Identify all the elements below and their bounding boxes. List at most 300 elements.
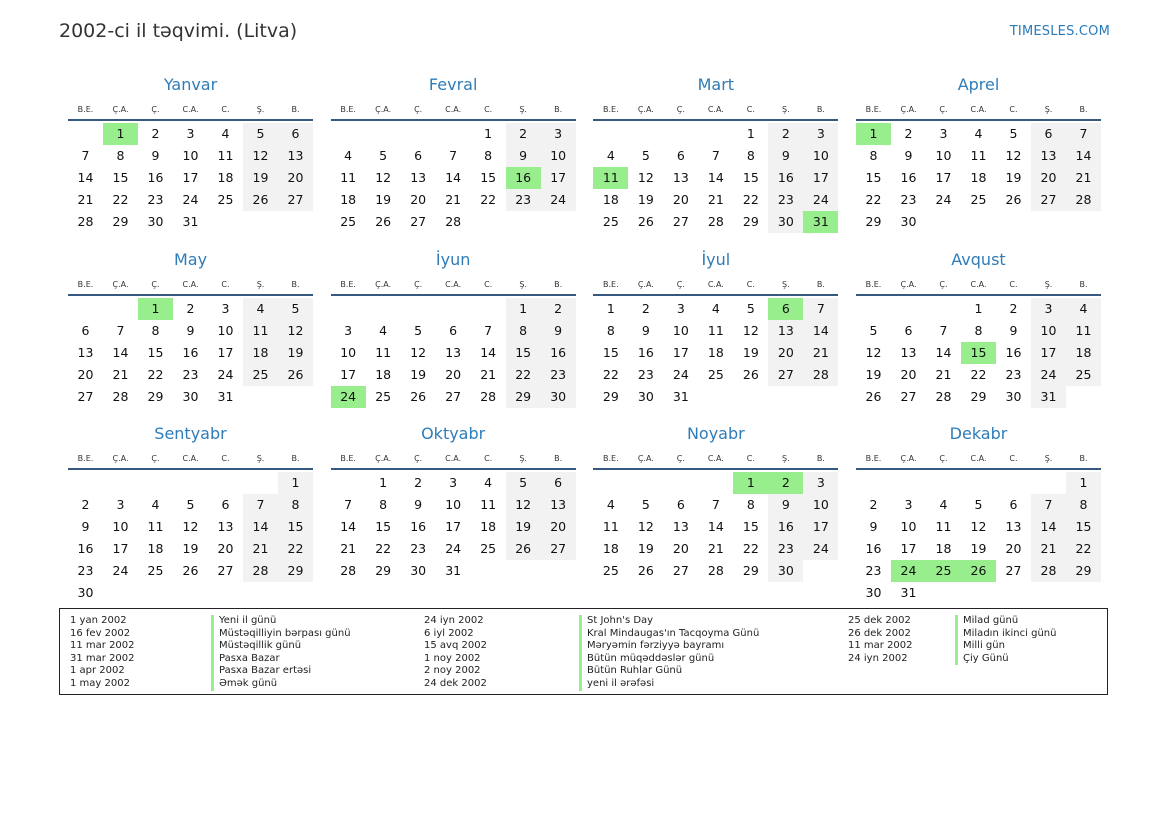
day-cell: 24 xyxy=(1031,364,1066,386)
day-cell: 16 xyxy=(900,170,917,185)
weekday-header: C.A. xyxy=(445,454,462,463)
day-cell: 29 xyxy=(1066,560,1101,582)
day-cell: 14 xyxy=(243,516,278,538)
weekday-header: C.A. xyxy=(970,105,987,114)
day-cell: 13 xyxy=(672,519,689,534)
day-cell: 9 xyxy=(869,519,878,534)
brand-link[interactable]: TIMESLES.COM xyxy=(1009,24,1110,39)
day-cell: 12 xyxy=(278,320,313,342)
day-cell: 5 xyxy=(869,322,878,338)
day-cell: 27 xyxy=(900,388,917,404)
month-1 xyxy=(68,74,313,248)
weekday-header: Ç.A. xyxy=(637,454,654,463)
weekday-header: Ç.A. xyxy=(112,279,129,289)
day-cell: 10 xyxy=(935,148,952,163)
day-cell: 16 xyxy=(182,344,199,360)
day-cell: 19 xyxy=(742,344,759,360)
month-6 xyxy=(331,249,576,423)
day-cell: 30 xyxy=(182,388,199,404)
day-cell: 11 xyxy=(602,519,619,534)
day-cell: 11 xyxy=(935,519,952,534)
header-rule xyxy=(856,468,1101,470)
day-cell: 6 xyxy=(541,472,576,494)
month-title: Mart xyxy=(697,75,735,94)
weekday-header: Ş. xyxy=(256,454,265,463)
weekday-header: B.E. xyxy=(340,279,356,289)
day-cell: 29 xyxy=(278,560,313,582)
weekday-header: Ç.A. xyxy=(900,279,917,289)
day-cell: 22 xyxy=(1066,538,1101,560)
day-cell: 27 xyxy=(77,388,94,404)
day-cell: 4 xyxy=(606,148,615,163)
weekday-header: C.A. xyxy=(182,279,199,289)
day-cell: 31 xyxy=(672,388,689,404)
day-cell: 12 xyxy=(410,344,427,360)
header-rule xyxy=(68,468,313,470)
day-cell: 7 xyxy=(81,148,90,163)
day-cell: 9 xyxy=(1009,322,1018,338)
holiday-day-cell: 31 xyxy=(803,211,838,233)
holiday-day-cell: 1 xyxy=(733,472,768,494)
day-cell: 24 xyxy=(803,189,838,211)
weekday-header: C. xyxy=(746,105,755,114)
day-cell: 9 xyxy=(186,322,195,338)
day-cell: 17 xyxy=(340,366,357,382)
day-cell: 28 xyxy=(112,388,129,404)
day-cell: 29 xyxy=(970,388,987,404)
weekday-header: B.E. xyxy=(77,279,94,289)
day-cell: 13 xyxy=(278,145,313,167)
weekday-header: B.E. xyxy=(77,454,94,463)
month-4 xyxy=(856,74,1101,248)
legend-date: 11 mar 2002 xyxy=(70,640,135,652)
weekday-header: B. xyxy=(291,105,300,114)
day-cell: 19 xyxy=(1005,170,1022,185)
day-cell: 20 xyxy=(672,541,689,556)
legend-date: 24 iyn 2002 xyxy=(848,652,908,664)
day-cell: 26 xyxy=(1005,192,1022,207)
day-cell: 15 xyxy=(278,516,313,538)
day-cell: 23 xyxy=(865,563,882,578)
day-cell: 19 xyxy=(278,342,313,364)
header-rule xyxy=(856,119,1101,121)
weekday-header: Ç.A. xyxy=(900,454,917,463)
day-cell: 23 xyxy=(147,192,164,207)
day-cell: 21 xyxy=(935,366,952,382)
header-rule xyxy=(68,294,313,296)
day-cell: 22 xyxy=(375,541,392,556)
day-cell: 23 xyxy=(182,366,199,382)
day-cell: 31 xyxy=(1031,386,1066,408)
calendar-grid xyxy=(68,74,1101,604)
day-cell: 5 xyxy=(414,322,423,338)
day-cell: 14 xyxy=(935,344,952,360)
month-title: Fevral xyxy=(428,75,478,94)
day-cell: 8 xyxy=(746,148,755,163)
day-cell: 26 xyxy=(375,214,392,229)
day-cell: 23 xyxy=(768,538,803,560)
day-cell: 28 xyxy=(1031,560,1066,582)
day-cell: 21 xyxy=(707,192,724,207)
legend-date: 11 mar 2002 xyxy=(848,640,913,652)
month-9 xyxy=(68,423,313,600)
day-cell: 4 xyxy=(484,475,493,490)
weekday-header: C. xyxy=(221,279,230,289)
month-title: Noyabr xyxy=(686,424,745,443)
day-cell: 4 xyxy=(344,148,353,163)
weekday-header: Ş. xyxy=(519,454,527,463)
day-cell: 1 xyxy=(506,298,541,320)
weekday-header: B. xyxy=(554,105,563,114)
day-cell: 8 xyxy=(116,148,125,163)
day-cell: 10 xyxy=(803,145,838,167)
weekday-header: Ş. xyxy=(1044,279,1053,289)
holiday-day-cell: 24 xyxy=(891,560,926,582)
day-cell: 24 xyxy=(935,192,952,207)
day-cell: 28 xyxy=(340,563,357,578)
weekday-header: C.A. xyxy=(707,279,724,289)
day-cell: 7 xyxy=(344,497,353,512)
day-cell: 7 xyxy=(803,298,838,320)
month-7 xyxy=(593,249,838,423)
month-title: İyul xyxy=(701,249,731,269)
weekday-header: B. xyxy=(1079,454,1088,463)
day-cell: 11 xyxy=(147,519,164,534)
day-cell: 11 xyxy=(340,170,357,185)
day-cell: 11 xyxy=(217,148,234,163)
weekday-header: B. xyxy=(816,454,825,463)
day-cell: 6 xyxy=(278,123,313,145)
day-cell: 3 xyxy=(803,472,838,494)
weekday-header: C.A. xyxy=(445,105,462,114)
day-cell: 2 xyxy=(768,123,803,145)
legend-dates-col-3 xyxy=(848,615,913,665)
legend-holiday-name: Pasxa Bazar ertəsi xyxy=(211,665,351,678)
day-cell: 6 xyxy=(449,322,458,338)
month-title: Aprel xyxy=(957,75,1000,94)
day-cell: 26 xyxy=(637,563,654,578)
weekday-header: C. xyxy=(221,105,230,114)
day-cell: 4 xyxy=(939,497,948,512)
day-cell: 2 xyxy=(506,123,541,145)
day-cell: 18 xyxy=(147,541,164,556)
day-cell: 28 xyxy=(480,388,497,404)
day-cell: 7 xyxy=(711,497,720,512)
day-cell: 17 xyxy=(217,344,234,360)
day-cell: 29 xyxy=(742,563,759,578)
day-cell: 19 xyxy=(970,541,987,556)
legend-date: 6 iyl 2002 xyxy=(424,627,474,639)
day-cell: 10 xyxy=(112,519,129,534)
day-cell: 24 xyxy=(112,563,129,578)
day-cell: 15 xyxy=(865,170,882,185)
weekday-header: Ş. xyxy=(256,105,265,114)
day-cell: 3 xyxy=(116,497,125,512)
day-cell: 26 xyxy=(506,538,541,560)
weekday-header: C.A. xyxy=(970,279,987,289)
day-cell: 14 xyxy=(1066,145,1101,167)
day-cell: 21 xyxy=(445,192,462,207)
day-cell: 6 xyxy=(414,148,423,163)
month-title: May xyxy=(173,249,208,269)
legend-date: 2 noy 2002 xyxy=(424,665,481,677)
day-cell: 13 xyxy=(672,170,689,185)
day-cell: 23 xyxy=(541,364,576,386)
day-cell: 1 xyxy=(1066,472,1101,494)
day-cell: 9 xyxy=(506,145,541,167)
day-cell: 19 xyxy=(637,541,654,556)
month-5 xyxy=(68,249,313,423)
day-cell: 11 xyxy=(970,148,987,163)
day-cell: 8 xyxy=(151,322,160,338)
legend-holiday-name: Müstəqilliyin bərpası günü xyxy=(211,628,351,641)
day-cell: 20 xyxy=(541,516,576,538)
day-cell: 9 xyxy=(151,148,160,163)
day-cell: 6 xyxy=(676,148,685,163)
weekday-header: Ç. xyxy=(676,454,685,463)
day-cell: 5 xyxy=(379,148,388,163)
day-cell: 12 xyxy=(506,494,541,516)
day-cell: 25 xyxy=(1066,364,1101,386)
day-cell: 15 xyxy=(480,170,497,185)
day-cell: 21 xyxy=(1066,167,1101,189)
day-cell: 4 xyxy=(606,497,615,512)
weekday-header: B. xyxy=(816,105,825,114)
day-cell: 22 xyxy=(742,192,759,207)
day-cell: 1 xyxy=(379,475,388,490)
day-cell: 11 xyxy=(480,497,497,512)
day-cell: 12 xyxy=(970,519,987,534)
day-cell: 31 xyxy=(900,585,917,600)
day-cell: 30 xyxy=(541,386,576,408)
weekday-header: B. xyxy=(554,454,563,463)
legend-date: 24 iyn 2002 xyxy=(424,615,484,626)
day-cell: 12 xyxy=(742,322,759,338)
day-cell: 27 xyxy=(672,563,689,578)
weekday-header: C.A. xyxy=(707,105,724,114)
day-cell: 8 xyxy=(869,148,878,163)
day-cell: 7 xyxy=(939,322,948,338)
day-cell: 22 xyxy=(112,192,129,207)
day-cell: 4 xyxy=(221,126,230,141)
day-cell: 29 xyxy=(147,388,164,404)
weekday-header: B.E. xyxy=(340,454,356,463)
month-title: Dekabr xyxy=(949,424,1008,443)
day-cell: 14 xyxy=(1031,516,1066,538)
day-cell: 25 xyxy=(375,388,392,404)
month-title: Yanvar xyxy=(163,75,218,94)
day-cell: 11 xyxy=(1066,320,1101,342)
holiday-day-cell: 15 xyxy=(961,342,996,364)
day-cell: 2 xyxy=(541,298,576,320)
day-cell: 19 xyxy=(506,516,541,538)
day-cell: 20 xyxy=(217,541,234,556)
day-cell: 3 xyxy=(1031,298,1066,320)
day-cell: 21 xyxy=(340,541,357,556)
day-cell: 13 xyxy=(77,344,94,360)
day-cell: 5 xyxy=(746,300,755,316)
day-cell: 5 xyxy=(641,148,650,163)
day-cell: 3 xyxy=(904,497,913,512)
day-cell: 18 xyxy=(970,170,987,185)
weekday-header: Ç.A. xyxy=(375,279,392,289)
day-cell: 26 xyxy=(243,189,278,211)
day-cell: 25 xyxy=(707,366,724,382)
day-cell: 27 xyxy=(278,189,313,211)
day-cell: 23 xyxy=(1005,366,1022,382)
day-cell: 28 xyxy=(243,560,278,582)
day-cell: 21 xyxy=(707,541,724,556)
month-11 xyxy=(593,423,838,597)
weekday-header: Ç.A. xyxy=(375,105,392,114)
day-cell: 23 xyxy=(77,563,94,578)
legend-holiday-name: St John's Day xyxy=(579,615,759,628)
day-cell: 9 xyxy=(641,322,650,338)
legend-holiday-name: Milad günü xyxy=(955,615,1056,628)
day-cell: 3 xyxy=(221,300,230,316)
holiday-day-cell: 11 xyxy=(593,167,628,189)
holiday-day-cell: 25 xyxy=(926,560,961,582)
day-cell: 28 xyxy=(707,563,724,578)
day-cell: 2 xyxy=(869,497,878,512)
day-cell: 15 xyxy=(742,170,759,185)
day-cell: 23 xyxy=(506,189,541,211)
day-cell: 8 xyxy=(379,497,388,512)
weekday-header: Ş. xyxy=(782,105,790,114)
header-rule xyxy=(68,119,313,121)
day-cell: 18 xyxy=(375,366,392,382)
day-cell: 18 xyxy=(243,342,278,364)
legend-date: 26 dek 2002 xyxy=(848,627,911,639)
weekday-header: Ç.A. xyxy=(900,105,917,114)
legend-date: 15 avq 2002 xyxy=(424,640,487,652)
page-title: 2002-ci il təqvimi. (Litva) xyxy=(59,20,298,42)
month-3 xyxy=(593,74,838,248)
day-cell: 27 xyxy=(410,214,427,229)
day-cell: 30 xyxy=(637,388,654,404)
day-cell: 30 xyxy=(865,585,882,600)
day-cell: 28 xyxy=(77,214,94,229)
header-rule xyxy=(331,294,576,296)
weekday-header: Ç. xyxy=(676,279,685,289)
day-cell: 26 xyxy=(865,388,882,404)
legend-date: 24 dek 2002 xyxy=(424,677,487,689)
weekday-header: C. xyxy=(221,454,230,463)
weekday-header: Ç. xyxy=(151,454,160,463)
day-cell: 4 xyxy=(243,298,278,320)
weekday-header: C. xyxy=(484,454,493,463)
day-cell: 5 xyxy=(1009,126,1018,141)
day-cell: 12 xyxy=(182,519,199,534)
day-cell: 22 xyxy=(147,366,164,382)
day-cell: 12 xyxy=(637,170,654,185)
day-cell: 16 xyxy=(768,167,803,189)
day-cell: 14 xyxy=(77,170,94,185)
weekday-header: C.A. xyxy=(182,105,199,114)
day-cell: 12 xyxy=(375,170,392,185)
month-title: Oktyabr xyxy=(421,424,486,443)
day-cell: 12 xyxy=(865,344,882,360)
day-cell: 29 xyxy=(112,214,129,229)
day-cell: 22 xyxy=(865,192,882,207)
day-cell: 12 xyxy=(243,145,278,167)
day-cell: 12 xyxy=(637,519,654,534)
day-cell: 6 xyxy=(81,322,90,338)
day-cell: 19 xyxy=(865,366,882,382)
day-cell: 20 xyxy=(278,167,313,189)
legend-holiday-name: Məryəmin fərziyyə bayramı xyxy=(579,640,759,653)
day-cell: 14 xyxy=(707,170,724,185)
legend-holiday-name: Pasxa Bazar xyxy=(211,653,351,666)
day-cell: 28 xyxy=(707,214,724,229)
holiday-day-cell: 1 xyxy=(103,123,138,145)
day-cell: 17 xyxy=(445,519,462,534)
day-cell: 2 xyxy=(641,300,650,316)
legend-holiday-name: Əmək günü xyxy=(211,678,351,691)
day-cell: 16 xyxy=(541,342,576,364)
day-cell: 7 xyxy=(1066,123,1101,145)
day-cell: 29 xyxy=(602,388,619,404)
day-cell: 16 xyxy=(410,519,427,534)
day-cell: 3 xyxy=(803,123,838,145)
weekday-header: B. xyxy=(291,279,300,289)
day-cell: 22 xyxy=(970,366,987,382)
day-cell: 30 xyxy=(147,214,164,229)
day-cell: 18 xyxy=(602,541,619,556)
legend-holiday-name: Müstəqillik günü xyxy=(211,640,351,653)
day-cell: 19 xyxy=(410,366,427,382)
day-cell: 10 xyxy=(672,322,689,338)
day-cell: 9 xyxy=(81,519,90,534)
weekday-header: C.A. xyxy=(182,454,199,463)
weekday-header: Ç. xyxy=(939,279,948,289)
weekday-header: Ç. xyxy=(151,279,160,289)
weekday-header: Ç.A. xyxy=(637,105,654,114)
day-cell: 8 xyxy=(506,320,541,342)
day-cell: 17 xyxy=(803,516,838,538)
day-cell: 7 xyxy=(1031,494,1066,516)
month-title: Sentyabr xyxy=(154,424,227,443)
day-cell: 30 xyxy=(768,211,803,233)
header-rule xyxy=(593,468,838,470)
holiday-day-cell: 6 xyxy=(768,298,803,320)
day-cell: 21 xyxy=(1031,538,1066,560)
day-cell: 7 xyxy=(243,494,278,516)
day-cell: 26 xyxy=(410,388,427,404)
day-cell: 5 xyxy=(974,497,983,512)
day-cell: 18 xyxy=(707,344,724,360)
weekday-header: Ş. xyxy=(782,454,790,463)
weekday-header: C. xyxy=(1009,279,1018,289)
day-cell: 9 xyxy=(414,497,423,512)
day-cell: 16 xyxy=(77,541,94,556)
day-cell: 17 xyxy=(900,541,917,556)
day-cell: 2 xyxy=(1009,300,1018,316)
day-cell: 10 xyxy=(217,322,234,338)
day-cell: 3 xyxy=(541,123,576,145)
day-cell: 20 xyxy=(1005,541,1022,556)
day-cell: 18 xyxy=(602,192,619,207)
day-cell: 10 xyxy=(541,145,576,167)
month-2 xyxy=(331,74,576,248)
day-cell: 7 xyxy=(116,322,125,338)
day-cell: 8 xyxy=(606,322,615,338)
day-cell: 1 xyxy=(484,126,493,141)
day-cell: 18 xyxy=(340,192,357,207)
legend-holiday-name: Bütün Ruhlar Günü xyxy=(579,665,759,678)
day-cell: 22 xyxy=(480,192,497,207)
day-cell: 10 xyxy=(182,148,199,163)
